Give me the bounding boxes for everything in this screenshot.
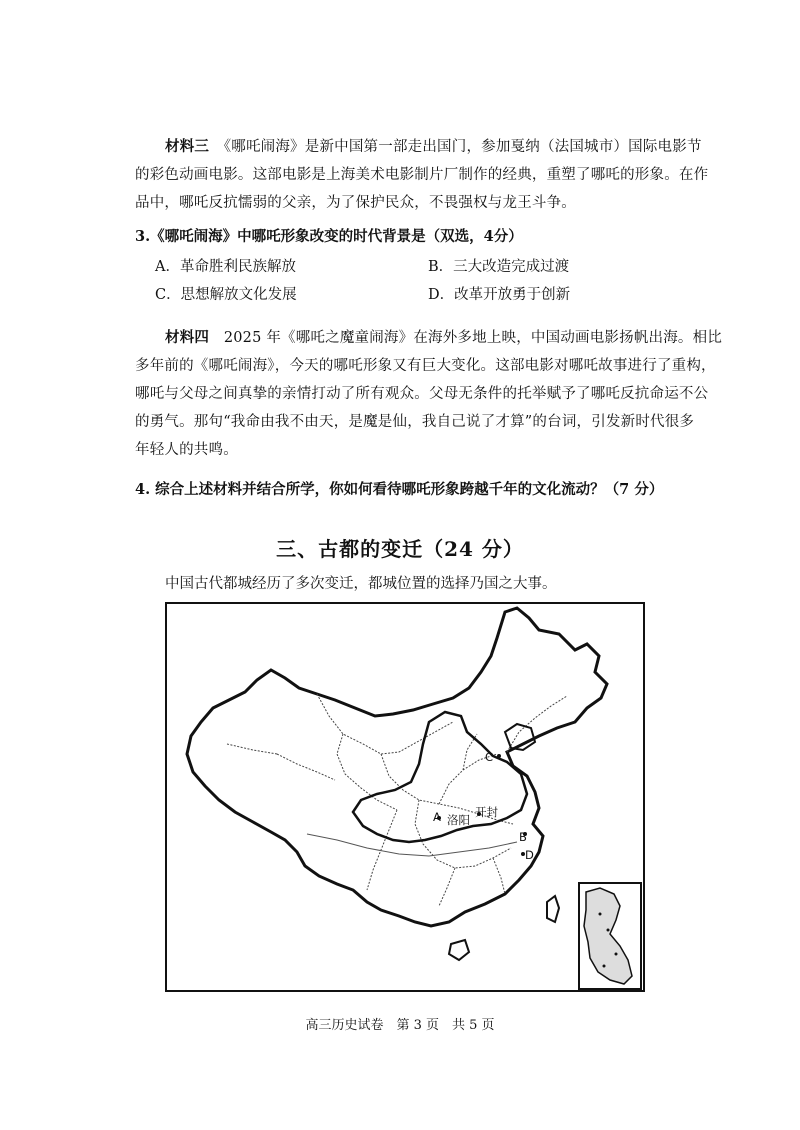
question-four: 4. 综合上述材料并结合所学，你如何看待哪吒形象跨越千年的文化流动？（7 分） (135, 481, 664, 498)
material-four-line-4: 的勇气。那句“我命由我不由天，是魔是仙，我自己说了才算”的台词，引发新时代很多 (135, 414, 695, 430)
material-three-lead: 材料三 (165, 138, 210, 155)
material-three-line-3: 品中，哪吒反抗懦弱的父亲，为了保护民众，不畏强权与龙王斗争。 (135, 195, 576, 211)
yangtze-river (307, 834, 517, 856)
material-three (135, 133, 709, 217)
material-four-line-5: 年轻人的共鸣。 (135, 442, 238, 458)
material-four (135, 324, 723, 464)
national-border (187, 608, 607, 926)
map-label-luoyang: 洛阳 (447, 813, 470, 827)
page-footer: 高三历史试卷 第 3 页 共 5 页 (305, 1018, 495, 1033)
option-b: B．三大改造完成过渡 (428, 259, 570, 275)
material-four-line-2: 多年前的《哪吒闹海》，今天的哪吒形象又有巨大变化。这部电影对哪吒故事进行了重构， (135, 358, 716, 374)
material-four-line-3: 哪吒与父母之间真挚的亲情打动了所有观众。父母无条件的托举赋予了哪吒反抗命运不公 (135, 386, 709, 402)
section-three-title: 三、古都的变迁（24 分） (276, 537, 524, 561)
material-four-line-1: 材料四 2025 年《哪吒之魔童闹海》在海外多地上映，中国动画电影扬帆出海。相比 (165, 329, 723, 346)
china-map (165, 602, 645, 992)
option-d: D．改革开放勇于创新 (428, 287, 571, 303)
material-three-line-1: 材料三 《哪吒闹海》是新中国第一部走出国门，参加戛纳（法国城市）国际电影节 (165, 138, 702, 155)
map-label-d: D (525, 848, 534, 862)
map-label-kaifeng: 开封 (475, 805, 498, 819)
location-dot-c (497, 754, 501, 758)
material-four-lead: 材料四 (165, 329, 210, 346)
south-china-sea-inset (578, 882, 642, 990)
hainan-island (449, 940, 469, 960)
china-map-outline (167, 604, 643, 990)
question-three: 3.《哪吒闹海》中哪吒形象改变的时代背景是（双选，4分） (135, 228, 523, 245)
section-three-intro: 中国古代都城经历了多次变迁，都城位置的选择乃国之大事。 (165, 576, 557, 592)
map-label-c: C (485, 750, 494, 764)
map-label-a: A (433, 810, 441, 824)
option-c: C．思想解放文化发展 (155, 287, 297, 303)
map-label-b: B (519, 830, 527, 844)
taiwan-island (547, 896, 559, 922)
material-three-line-2: 的彩色动画电影。这部电影是上海美术电影制片厂制作的经典，重塑了哪吒的形象。在作 (135, 167, 709, 183)
option-a: A．革命胜利民族解放 (155, 259, 296, 275)
